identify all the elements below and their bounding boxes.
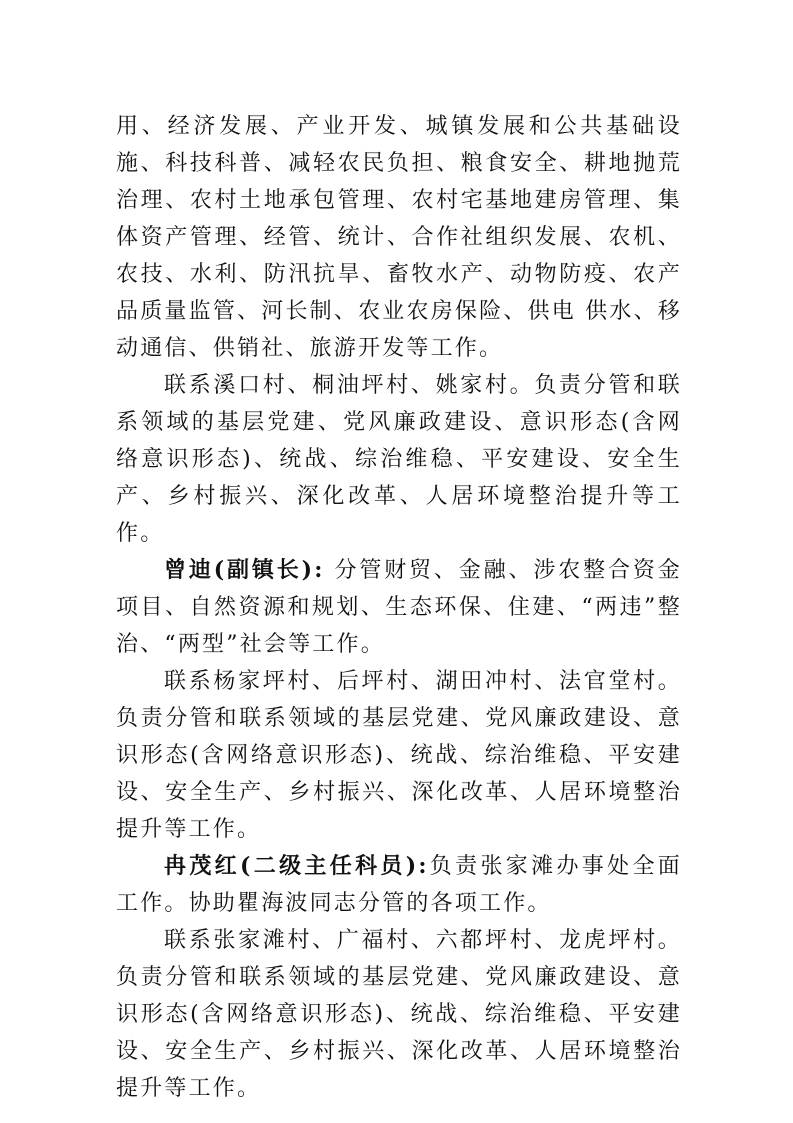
document-body (116, 108, 682, 1107)
paragraph-text: 联系张家滩村、广福村、六都坪村、龙虎坪村。负责分管和联系领域的基层党建、党风廉政建设、意识形态(含网络意识形态)、统战、综治维稳、平安建设、安全生产、乡村振兴、深化改革、人居环境整治提升等工作。 (116, 928, 682, 1101)
paragraph-text: 分管财贸、金融、涉农整合资金项目、自然资源和规划、生态环保、住建、“两违”整治、“两型”社会等工作。 (116, 558, 682, 657)
paragraph-liaison-villages-2 (116, 663, 682, 848)
paragraph-text: 联系杨家坪村、后坪村、湖田冲村、法官堂村。负责分管和联系领域的基层党建、党风廉政建设、意识形态(含网络意识形态)、统战、综治维稳、平安建设、安全生产、乡村振兴、深化改革、人居环境整治提升等工作。 (116, 669, 682, 842)
paragraph-text: 联系溪口村、桐油坪村、姚家村。负责分管和联系领域的基层党建、党风廉政建设、意识形态(含网络意识形态)、统战、综治维稳、平安建设、安全生产、乡村振兴、深化改革、人居环境整治提升等工作。 (116, 373, 682, 546)
paragraph-official-zengdi (116, 552, 682, 663)
paragraph-official-ranmaohong (116, 848, 682, 922)
paragraph-duties-continued (116, 108, 682, 367)
paragraph-liaison-villages-1 (116, 367, 682, 552)
official-name-title: 曾迪(副镇长): (164, 557, 325, 583)
paragraph-liaison-villages-3 (116, 922, 682, 1107)
paragraph-text: 负责张家滩办事处全面工作。协助瞿海波同志分管的各项工作。 (116, 854, 682, 916)
official-name-title: 冉茂红(二级主任科员): (164, 853, 429, 879)
paragraph-text: 用、经济发展、产业开发、城镇发展和公共基础设施、科技科普、减轻农民负担、粮食安全、耕地抛荒治理、农村土地承包管理、农村宅基地建房管理、集体资产管理、经管、统计、合作社组织发展、农机、农技、水利、防汛抗旱、畜牧水产、动物防疫、农产品质量监管、河长制、农业农房保险、供电 供水、移动通信、供销社、旅游开发等工作。 (116, 114, 682, 361)
